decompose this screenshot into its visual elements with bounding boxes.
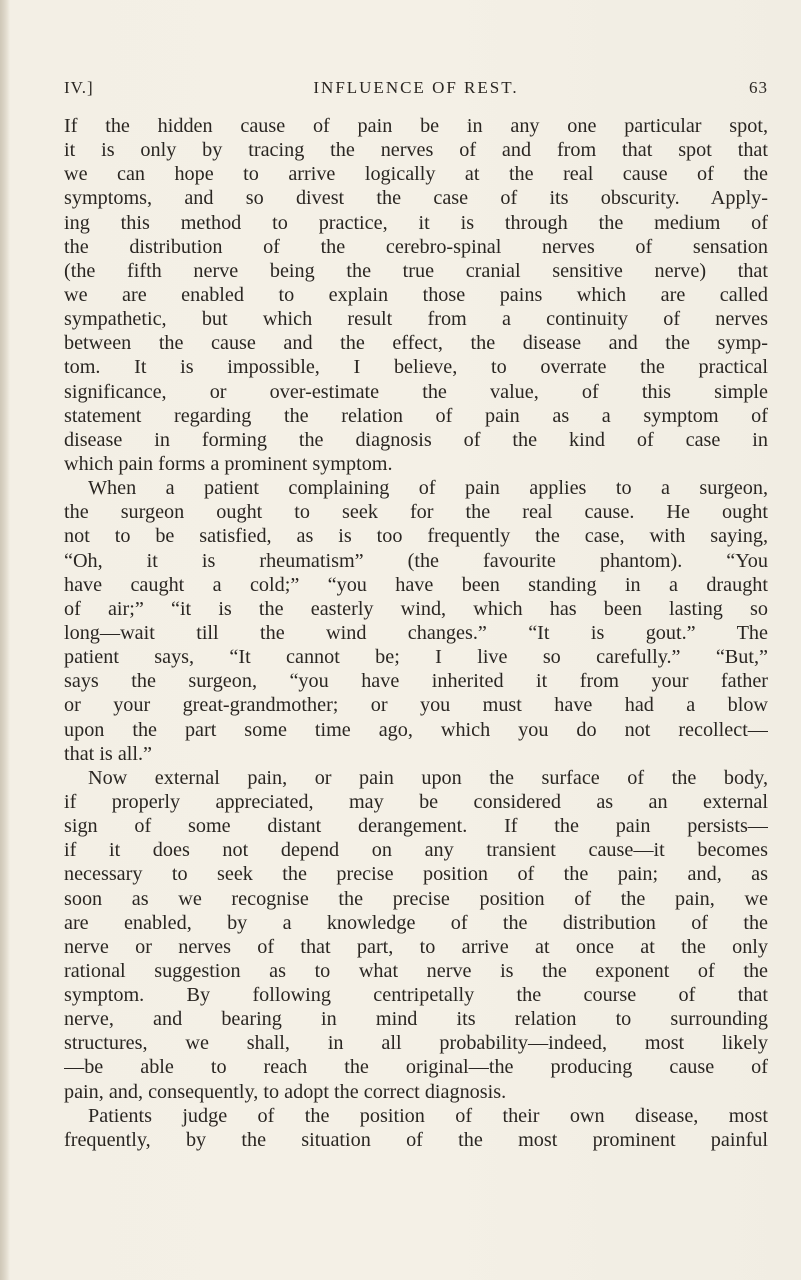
text-line: Now external pain, or pain upon the surface of the body, <box>88 766 768 789</box>
text-line: significance, or over-estimate the value, of this simple <box>64 380 768 403</box>
text-line: or your great-grandmother; or you must have had a blow <box>64 694 768 717</box>
text-line: between the cause and the effect, the disease and the symp- <box>64 332 768 355</box>
text-line: it is only by tracing the nerves of and from that spot that <box>64 139 768 162</box>
text-line: sympathetic, but which result from a continuity of nerves <box>64 308 768 331</box>
text-line: rational suggestion as to what nerve is the exponent of the <box>64 959 768 982</box>
text-line: which pain forms a prominent symptom. <box>64 452 393 475</box>
text-line: pain, and, consequently, to adopt the correct diagnosis. <box>64 1080 507 1103</box>
text-line: “Oh, it is rheumatism” (the favourite phantom). “You <box>64 549 768 572</box>
running-title: INFLUENCE OF REST. <box>313 78 519 97</box>
text-line: —be able to reach the original—the producing cause of <box>64 1056 768 1079</box>
text-line: we are enabled to explain those pains which are called <box>64 283 768 306</box>
text-line: if properly appreciated, may be considered as an external <box>64 790 768 813</box>
text-line: that is all.” <box>64 742 153 765</box>
text-line: we can hope to arrive logically at the real cause of the <box>64 163 768 186</box>
running-head <box>64 78 768 102</box>
text-line: of air;” “it is the easterly wind, which has been lasting so <box>64 597 768 620</box>
text-line: ing this method to practice, it is through the medium of <box>64 211 768 234</box>
text-line: nerve or nerves of that part, to arrive at once at the only <box>64 935 768 958</box>
text-line: are enabled, by a knowledge of the distribution of the <box>64 911 768 934</box>
text-line: symptoms, and so divest the case of its obscurity. Apply- <box>64 187 768 210</box>
spine-shadow <box>0 0 10 1280</box>
text-line: patient says, “It cannot be; I live so carefully.” “But,” <box>64 646 768 669</box>
text-line: the surgeon ought to seek for the real cause. He ought <box>64 501 768 524</box>
text-line: symptom. By following centripetally the course of that <box>64 984 768 1007</box>
chapter-marker: IV.] <box>64 78 94 97</box>
text-line: (the fifth nerve being the true cranial sensitive nerve) that <box>64 259 768 282</box>
text-line: When a patient complaining of pain applies to a surgeon, <box>88 477 768 500</box>
text-line: disease in forming the diagnosis of the kind of case in <box>64 428 768 451</box>
text-line: long—wait till the wind changes.” “It is gout.” The <box>64 621 768 644</box>
page-number: 63 <box>749 78 768 97</box>
text-line: not to be satisfied, as is too frequently the case, with saying, <box>64 525 768 548</box>
text-line: if it does not depend on any transient cause—it becomes <box>64 839 768 862</box>
text-line: says the surgeon, “you have inherited it from your father <box>64 670 768 693</box>
text-line: If the hidden cause of pain be in any one particular spot, <box>64 115 768 137</box>
text-line: upon the part some time ago, which you do not recollect— <box>64 718 768 741</box>
text-line: necessary to seek the precise position of the pain; and, as <box>64 863 768 886</box>
text-line: frequently, by the situation of the most prominent painful <box>64 1128 768 1151</box>
body-text <box>64 114 768 1152</box>
text-line: Patients judge of the position of their own disease, most <box>88 1104 768 1127</box>
text-line: tom. It is impossible, I believe, to overrate the practical <box>64 356 768 379</box>
text-line: statement regarding the relation of pain as a symptom of <box>64 404 768 427</box>
text-line: sign of some distant derangement. If the pain persists— <box>64 815 768 838</box>
text-line: nerve, and bearing in mind its relation to surrounding <box>64 1008 768 1031</box>
text-line: structures, we shall, in all probability—indeed, most likely <box>64 1032 768 1055</box>
text-line: the distribution of the cerebro-spinal nerves of sensation <box>64 235 768 258</box>
text-line: soon as we recognise the precise position of the pain, we <box>64 887 768 910</box>
text-line: have caught a cold;” “you have been standing in a draught <box>64 573 768 596</box>
